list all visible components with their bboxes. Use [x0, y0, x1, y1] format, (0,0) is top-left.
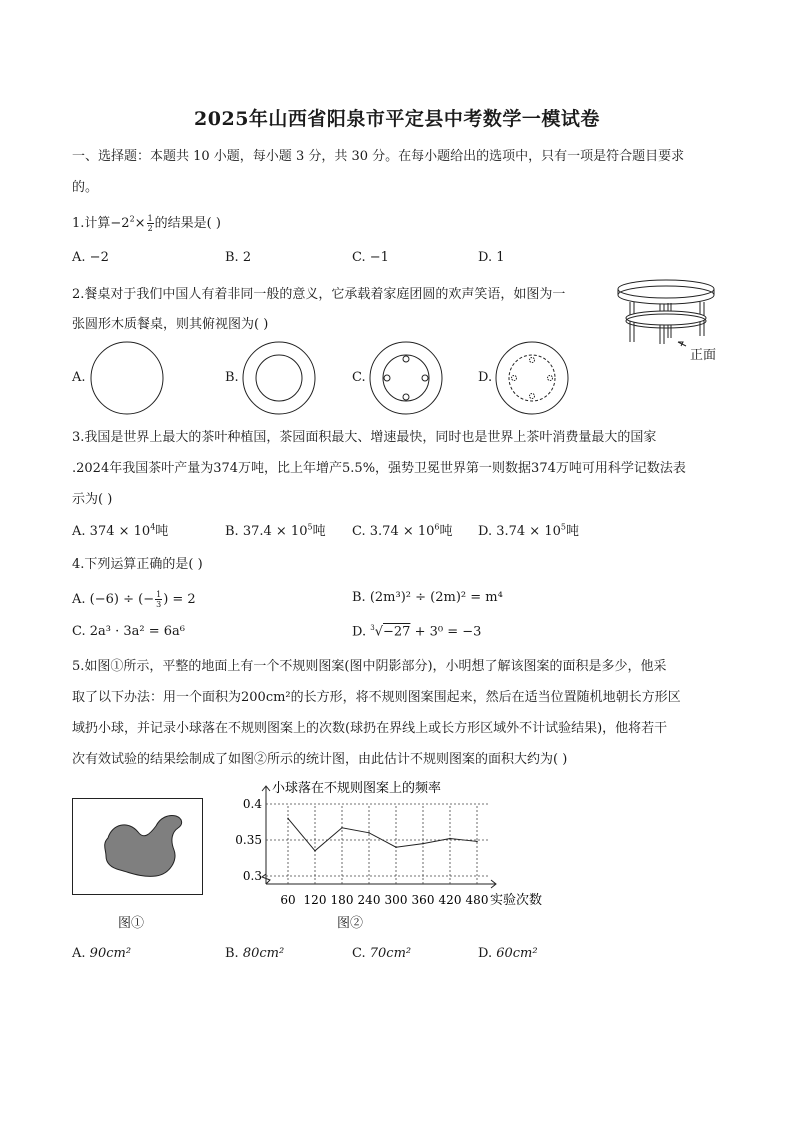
fraction: $\frac{1}{2}$ [147, 214, 153, 233]
x-tick-label: 360 [411, 893, 435, 907]
question-2-line2: 张圆形木质餐桌，则其俯视图为( ) [72, 317, 269, 332]
question-5-line1: 5.如图①所示，平整的地面上有一个不规则图案(图中阴影部分)，小明想了解该图案的面积是多少，他采 [72, 659, 667, 674]
figure-1-caption: 图① [118, 916, 145, 931]
q3-option-a[interactable]: A. $374 \times 10^4$吨 [72, 522, 169, 539]
q1-option-a[interactable]: A. −2 [72, 250, 109, 265]
front-view-label: 正面 [690, 348, 717, 363]
x-tick-label: 180 [330, 893, 354, 907]
data-point [476, 841, 478, 843]
x-axis-title: 实验次数 [490, 893, 543, 908]
question-5-line4: 次有效试验的结果绘制成了如图②所示的统计图，由此估计不规则图案的面积大约为( ) [72, 752, 568, 767]
x-tick-label: 420 [438, 893, 462, 907]
y-tick-label: 0.35 [235, 833, 262, 847]
question-5-line3: 域扔小球，并记录小球落在不规则图案上的次数(球扔在界线上或长方形区域外不计试验结果)，他将若干 [72, 721, 668, 736]
q1-option-c[interactable]: C. −1 [352, 250, 389, 265]
q2-option-a-figure [89, 340, 165, 416]
question-1-stem: 1.计算$-2^2\times$ $\frac{1}{2}$ 的结果是( ) [72, 214, 221, 233]
question-5-line2: 取了以下办法：用一个面积为200cm²的长方形，将不规则图案围起来，然后在适当位置随机地朝长方形区 [72, 690, 681, 705]
paper-title: 2025年山西省阳泉市平定县中考数学一模试卷 [194, 108, 600, 130]
section-instructions-line2: 的。 [72, 180, 99, 195]
frequency-line-chart [228, 778, 558, 908]
q2-option-b-figure [241, 340, 317, 416]
data-point [341, 827, 343, 829]
q2-option-c-figure [368, 340, 444, 416]
q2-option-a-label[interactable]: A. [72, 370, 86, 385]
q1-option-d[interactable]: D. 1 [478, 250, 505, 265]
x-tick-label: 120 [303, 893, 327, 907]
q5-option-a[interactable]: A. 90cm² [72, 946, 132, 961]
question-3-line2: .2024年我国茶叶产量为374万吨，比上年增产5.5%，强势卫冕世界第一则数据374万吨可用科学记数法表 [72, 461, 686, 476]
question-3-line1: 3.我国是世界上最大的茶叶种植国，茶园面积最大、增速最快，同时也是世界上茶叶消费量最大的国家 [72, 430, 657, 445]
question-4-stem: 4.下列运算正确的是( ) [72, 557, 203, 572]
q3-option-b[interactable]: B. $37.4 \times 10^5$吨 [225, 522, 326, 539]
q4-option-c[interactable]: C. 2a³ · 3a² = 6a⁶ [72, 624, 186, 639]
y-axis-title: 小球落在不规则图案上的频率 [272, 781, 442, 796]
data-point [368, 832, 370, 834]
x-tick-label: 300 [384, 893, 408, 907]
series-line [288, 818, 477, 850]
q2-option-b-label[interactable]: B. [225, 370, 239, 385]
question-3-line3: 示为( ) [72, 492, 113, 507]
q4-option-d[interactable]: D. $^3$√−27 + 3⁰ = −3 [352, 624, 482, 640]
q2-option-c-label[interactable]: C. [352, 370, 366, 385]
q4-option-b[interactable]: B. (2m³)² ÷ (2m)² = m⁴ [352, 590, 503, 605]
q5-option-b[interactable]: B. 80cm² [225, 946, 285, 961]
question-2-line1: 2.餐桌对于我们中国人有着非同一般的意义，它承载着家庭团圆的欢声笑语，如图为一 [72, 287, 566, 302]
data-point [395, 846, 397, 848]
section-instructions-line1: 一、选择题：本题共 10 小题，每小题 3 分，共 30 分。在每小题给出的选项中，只有一项是符合题目要求 [72, 149, 685, 164]
q5-option-c[interactable]: C. 70cm² [352, 946, 412, 961]
y-tick-label: 0.4 [242, 797, 262, 811]
x-tick-label: 60 [280, 893, 296, 907]
x-tick-label: 240 [357, 893, 381, 907]
q1-option-b[interactable]: B. 2 [225, 250, 252, 265]
x-tick-label: 480 [465, 893, 489, 907]
q4-option-a[interactable]: A. (−6) ÷ (− $\frac{1}{3}$ ) = 2 [72, 590, 196, 609]
figure-2-caption: 图② [337, 916, 364, 931]
q3-option-d[interactable]: D. $3.74 \times 10^5$吨 [478, 522, 579, 539]
data-point [422, 843, 424, 845]
q2-option-d-label[interactable]: D. [478, 370, 493, 385]
data-point [287, 818, 289, 820]
q3-option-c[interactable]: C. $3.74 \times 10^6$吨 [352, 522, 453, 539]
y-tick-label: 0.3 [242, 869, 262, 883]
irregular-shape-figure [72, 798, 204, 896]
q5-option-d[interactable]: D. 60cm² [478, 946, 538, 961]
data-point [314, 850, 316, 852]
q2-option-d-figure [494, 340, 570, 416]
fraction: $\frac{1}{3}$ [156, 590, 162, 609]
data-point [449, 838, 451, 840]
